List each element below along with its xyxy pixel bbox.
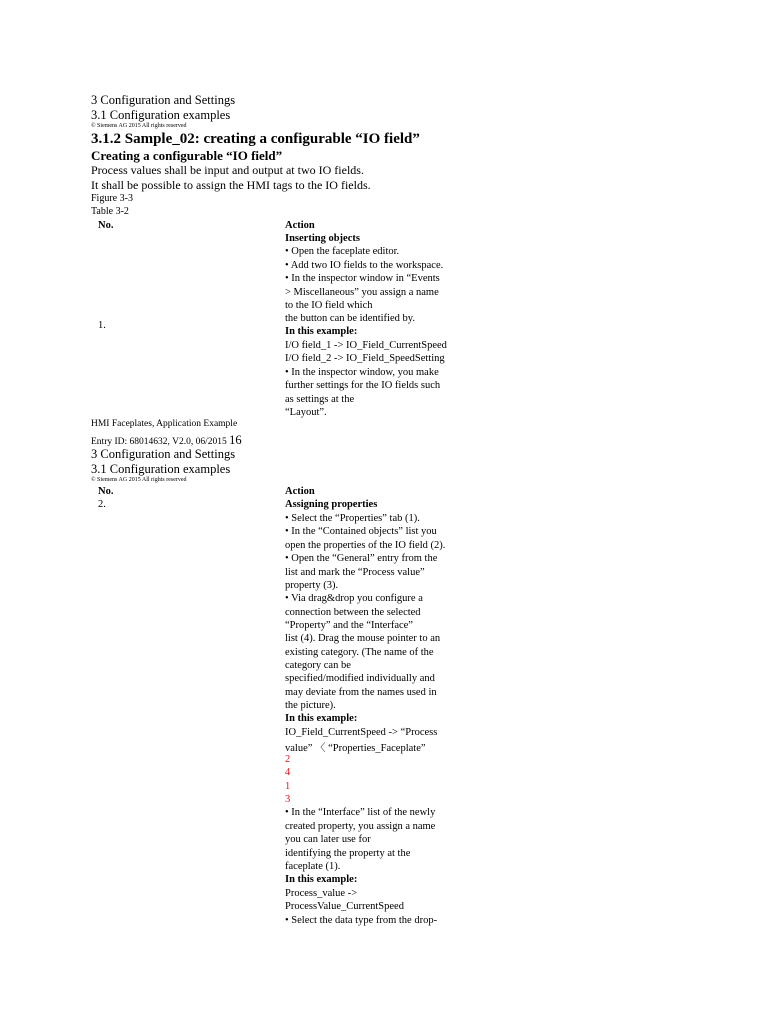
action-line: • Select the “Properties” tab (1). bbox=[285, 513, 420, 524]
footer-entry bbox=[91, 433, 242, 448]
action-line: you can later use for bbox=[285, 834, 371, 845]
table-label: Table 3-2 bbox=[91, 206, 129, 217]
example-line: • In the inspector window, you make bbox=[285, 367, 439, 378]
figure-label: Figure 3-3 bbox=[91, 193, 133, 204]
action-line: open the properties of the IO field (2). bbox=[285, 540, 446, 551]
action-line: “Property” and the “Interface” bbox=[285, 620, 413, 631]
page-number: 16 bbox=[229, 433, 242, 447]
action-title: Inserting objects bbox=[285, 233, 360, 244]
action-line: existing category. (The name of the bbox=[285, 647, 434, 658]
row-number: 1. bbox=[98, 320, 106, 331]
example-label: In this example: bbox=[285, 713, 358, 724]
example-line: “Layout”. bbox=[285, 407, 327, 418]
example-line: ProcessValue_CurrentSpeed bbox=[285, 901, 404, 912]
column-header-action: Action bbox=[285, 220, 315, 231]
action-line: faceplate (1). bbox=[285, 861, 341, 872]
action-line: to the IO field which bbox=[285, 300, 373, 311]
action-line: • Open the “General” entry from the bbox=[285, 553, 438, 564]
action-line: specified/modified individually and bbox=[285, 673, 435, 684]
example-line: as settings at the bbox=[285, 394, 355, 405]
subheading: Creating a configurable “IO field” bbox=[91, 148, 283, 163]
intro-line: It shall be possible to assign the HMI tags to the IO fields. bbox=[91, 178, 371, 192]
example-label: In this example: bbox=[285, 326, 358, 337]
action-line: list and mark the “Process value” bbox=[285, 567, 425, 578]
footer-doc-title: HMI Faceplates, Application Example bbox=[91, 419, 238, 429]
copyright-notice: © Siemens AG 2015 All rights reserved bbox=[91, 477, 187, 483]
example-line: further settings for the IO fields such bbox=[285, 380, 441, 391]
action-line: may deviate from the names used in bbox=[285, 687, 437, 698]
column-header-no: No. bbox=[98, 486, 114, 497]
action-line: • Open the faceplate editor. bbox=[285, 246, 400, 257]
action-line: • Add two IO fields to the workspace. bbox=[285, 260, 444, 271]
example-line: IO_Field_CurrentSpeed -> “Process bbox=[285, 727, 438, 738]
chapter-title: 3 Configuration and Settings bbox=[91, 447, 236, 461]
action-line: connection between the selected bbox=[285, 607, 421, 618]
copyright-notice: © Siemens AG 2015 All rights reserved bbox=[91, 123, 187, 129]
row-number: 2. bbox=[98, 499, 106, 510]
page-heading: 3.1.2 Sample_02: creating a configurable “IO field” bbox=[91, 131, 420, 147]
footer-entry-id: Entry ID: 68014632, V2.0, 06/2015 bbox=[91, 437, 227, 447]
column-header-action: Action bbox=[285, 486, 315, 497]
action-line: created property, you assign a name bbox=[285, 821, 436, 832]
action-line: the button can be identified by. bbox=[285, 313, 415, 324]
example-line: Process_value -> bbox=[285, 888, 358, 899]
section-title: 3.1 Configuration examples bbox=[91, 462, 231, 476]
callout-number: 1 bbox=[285, 781, 291, 792]
example-line: I/O field_2 -> IO_Field_SpeedSetting bbox=[285, 353, 445, 364]
example-line: I/O field_1 -> IO_Field_CurrentSpeed bbox=[285, 340, 447, 351]
action-line: • In the inspector window in “Events bbox=[285, 273, 440, 284]
action-line: the picture). bbox=[285, 700, 336, 711]
action-line: • In the “Interface” list of the newly bbox=[285, 807, 436, 818]
action-line: identifying the property at the bbox=[285, 848, 411, 859]
intro-line: Process values shall be input and output at two IO fields. bbox=[91, 163, 364, 177]
chapter-title: 3 Configuration and Settings bbox=[91, 93, 236, 107]
action-line: • Via drag&drop you configure a bbox=[285, 593, 423, 604]
section-title: 3.1 Configuration examples bbox=[91, 108, 231, 122]
action-line: list (4). Drag the mouse pointer to an bbox=[285, 633, 441, 644]
action-line: > Miscellaneous” you assign a name bbox=[285, 287, 439, 298]
example-label: In this example: bbox=[285, 874, 358, 885]
action-line: • Select the data type from the drop- bbox=[285, 915, 438, 926]
callout-number: 3 bbox=[285, 794, 291, 805]
callout-number: 2 bbox=[285, 754, 291, 765]
column-header-no: No. bbox=[98, 220, 114, 231]
action-line: category can be bbox=[285, 660, 351, 671]
action-title: Assigning properties bbox=[285, 499, 378, 510]
example-line: value” 〈 “Properties_Faceplate” bbox=[285, 743, 426, 754]
callout-number: 4 bbox=[285, 767, 291, 778]
action-line: property (3). bbox=[285, 580, 339, 591]
action-line: • In the “Contained objects” list you bbox=[285, 526, 437, 537]
